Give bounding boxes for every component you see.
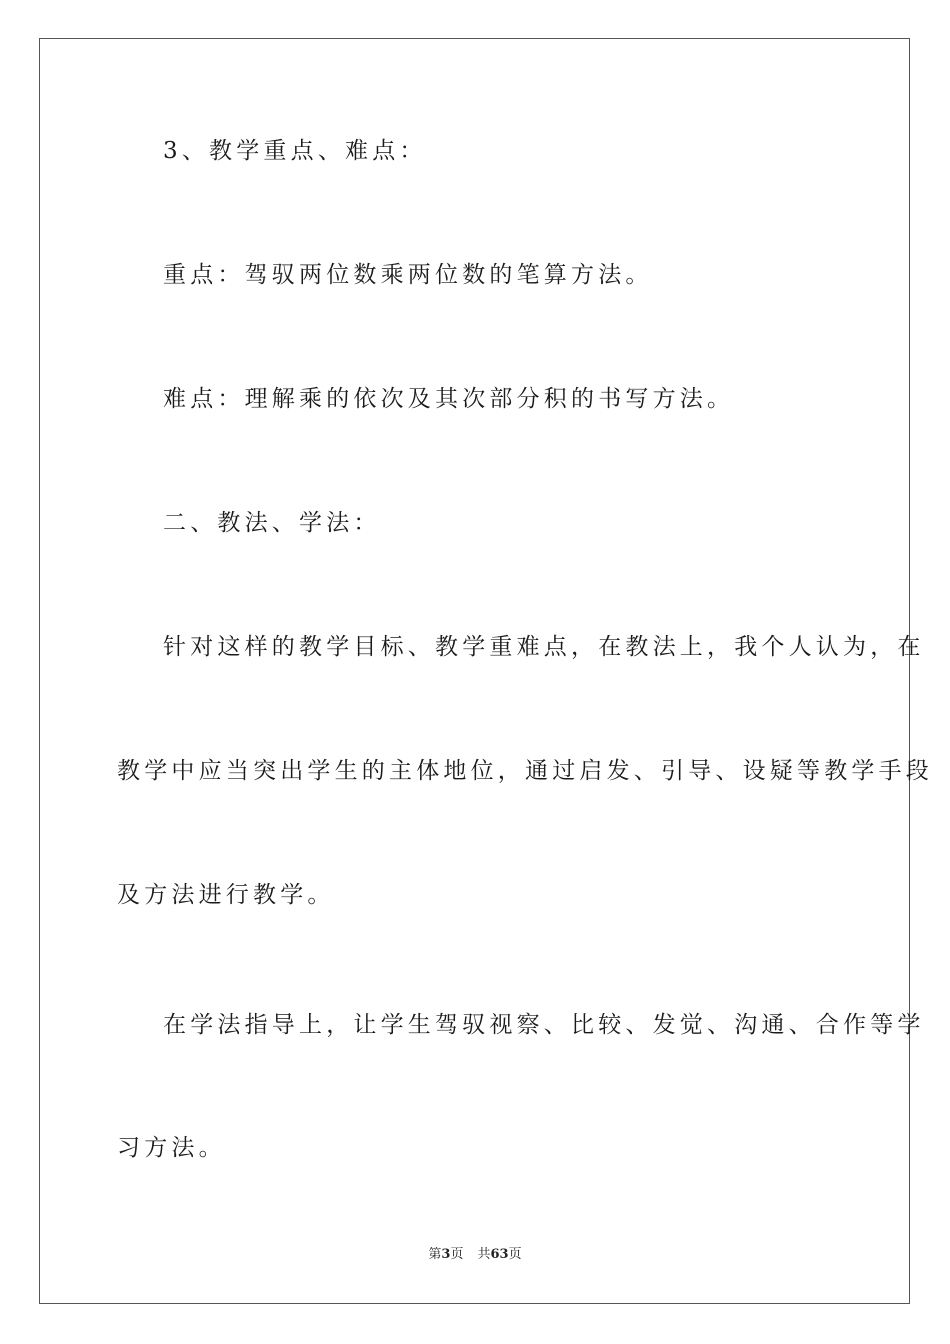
section-heading-methods: 二、教法、学法： [163, 510, 381, 536]
footer-page-suffix: 页 [450, 1247, 464, 1262]
footer-total-pages: 63 [490, 1247, 509, 1262]
paragraph-learning-method-line-2: 习方法。 [117, 1135, 226, 1161]
paragraph-teaching-method-line-1: 针对这样的教学目标、教学重难点，在教法上，我个人认为，在 [163, 634, 925, 660]
paragraph-teaching-method-line-3: 及方法进行教学。 [117, 882, 335, 908]
footer-total-suffix: 页 [508, 1247, 522, 1262]
paragraph-difficult-point: 难点：理解乘的依次及其次部分积的书写方法。 [163, 386, 735, 412]
page-footer [0, 1246, 950, 1264]
footer-page-prefix: 第 [428, 1247, 442, 1262]
section-heading-key-points: 3、教学重点、难点： [163, 138, 427, 164]
footer-page-number: 3 [441, 1247, 451, 1262]
paragraph-teaching-method-line-2: 教学中应当突出学生的主体地位，通过启发、引导、设疑等教学手段 [117, 758, 933, 784]
page-border [39, 38, 933, 1304]
paragraph-learning-method-line-1: 在学法指导上，让学生驾驭视察、比较、发觉、沟通、合作等学 [163, 1012, 925, 1038]
paragraph-key-point: 重点：驾驭两位数乘两位数的笔算方法。 [163, 262, 653, 288]
footer-total-prefix: 共 [477, 1247, 491, 1262]
